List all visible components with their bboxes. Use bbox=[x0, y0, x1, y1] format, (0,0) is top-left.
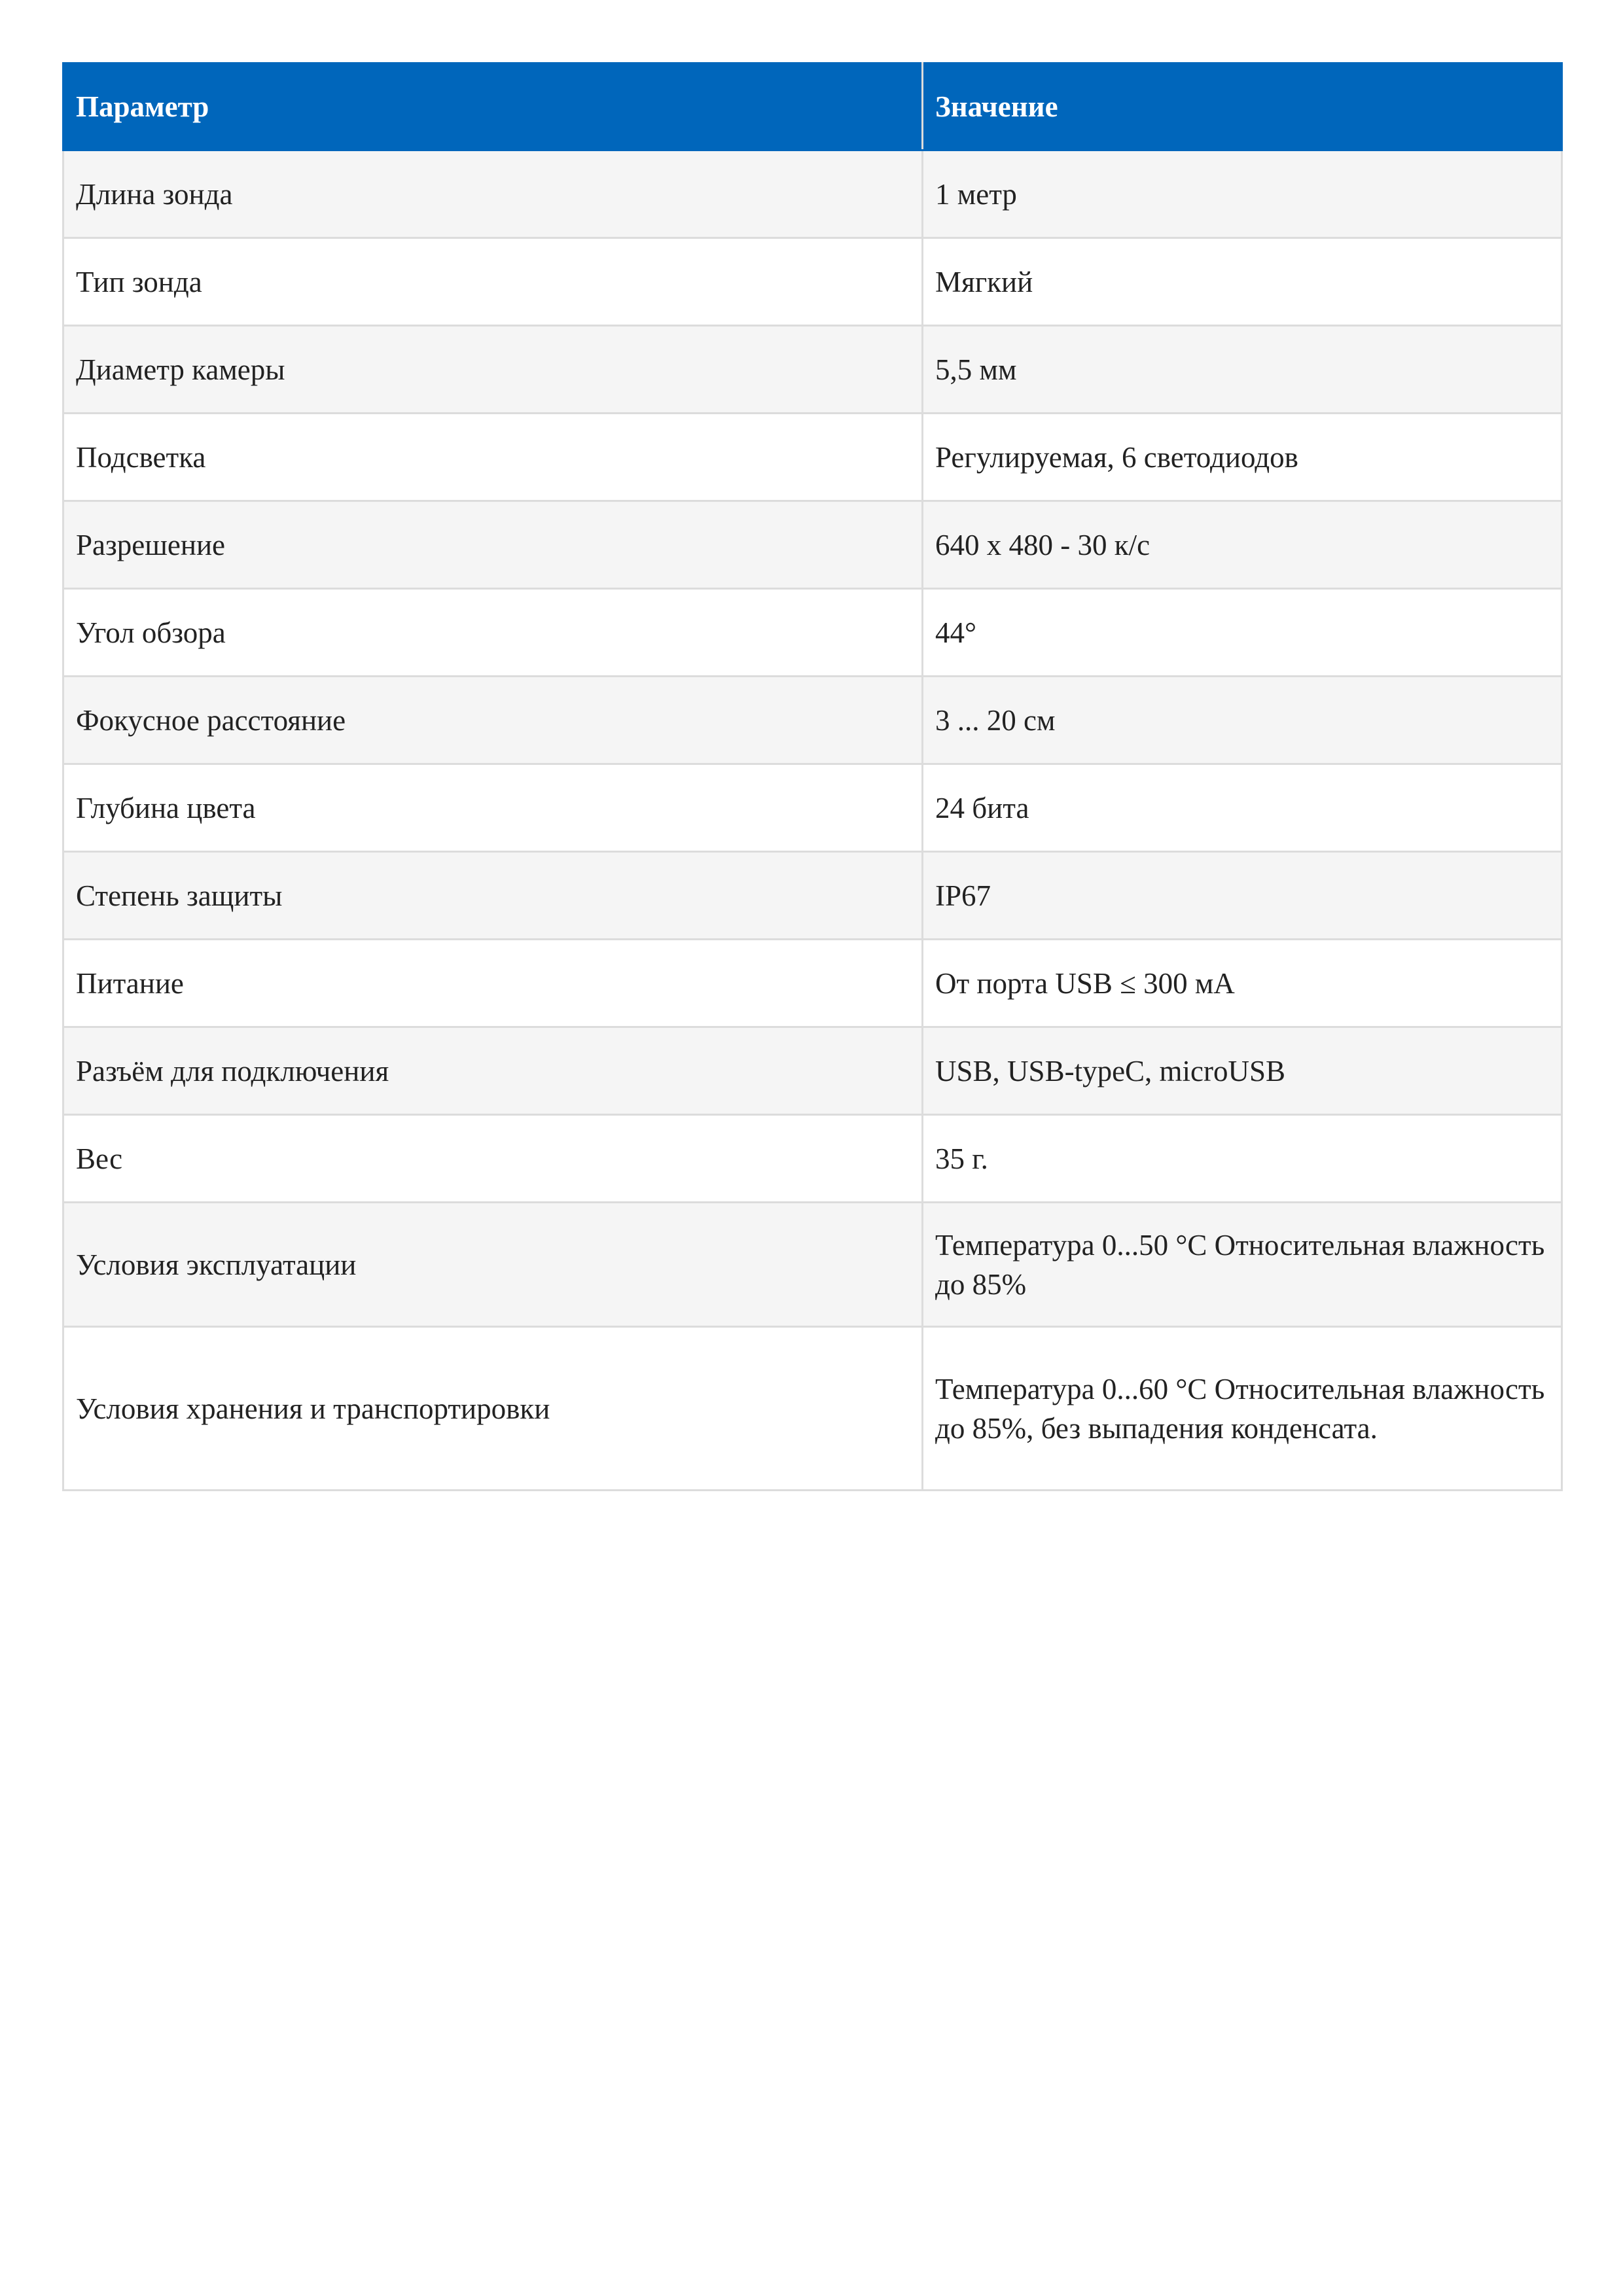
value-cell: Температура 0...60 °С Относительная влажность до 85%, без выпадения конденсата. bbox=[923, 1327, 1562, 1491]
table-row bbox=[63, 1027, 1562, 1115]
value-cell: 44° bbox=[923, 589, 1562, 677]
value-cell: 1 метр bbox=[923, 150, 1562, 238]
table-row bbox=[63, 764, 1562, 852]
table-body bbox=[63, 150, 1562, 1491]
table-row bbox=[63, 150, 1562, 238]
table-header bbox=[63, 63, 1562, 150]
table-row bbox=[63, 414, 1562, 501]
value-cell: 35 г. bbox=[923, 1115, 1562, 1203]
table-row bbox=[63, 1203, 1562, 1327]
param-cell: Длина зонда bbox=[63, 150, 923, 238]
param-cell: Условия хранения и транспортировки bbox=[63, 1327, 923, 1491]
table-row bbox=[63, 940, 1562, 1027]
table-row bbox=[63, 238, 1562, 326]
param-cell: Степень защиты bbox=[63, 852, 923, 940]
value-cell: Регулируемая, 6 светодиодов bbox=[923, 414, 1562, 501]
value-cell: USB, USB-typeC, microUSB bbox=[923, 1027, 1562, 1115]
value-cell: 5,5 мм bbox=[923, 326, 1562, 414]
table-row bbox=[63, 1327, 1562, 1491]
value-cell: Мягкий bbox=[923, 238, 1562, 326]
param-cell: Вес bbox=[63, 1115, 923, 1203]
header-parameter: Параметр bbox=[63, 63, 923, 150]
param-cell: Угол обзора bbox=[63, 589, 923, 677]
header-row bbox=[63, 63, 1562, 150]
value-cell: От порта USB ≤ 300 мА bbox=[923, 940, 1562, 1027]
param-cell: Питание bbox=[63, 940, 923, 1027]
param-cell: Разрешение bbox=[63, 501, 923, 589]
table-row bbox=[63, 326, 1562, 414]
table-row bbox=[63, 852, 1562, 940]
value-cell: 3 ... 20 см bbox=[923, 677, 1562, 764]
param-cell: Диаметр камеры bbox=[63, 326, 923, 414]
value-cell: 640 х 480 - 30 к/с bbox=[923, 501, 1562, 589]
value-cell: 24 бита bbox=[923, 764, 1562, 852]
param-cell: Глубина цвета bbox=[63, 764, 923, 852]
value-cell: Температура 0...50 °С Относительная влажность до 85% bbox=[923, 1203, 1562, 1327]
table-row bbox=[63, 589, 1562, 677]
table-row bbox=[63, 501, 1562, 589]
param-cell: Подсветка bbox=[63, 414, 923, 501]
param-cell: Фокусное расстояние bbox=[63, 677, 923, 764]
value-cell: IP67 bbox=[923, 852, 1562, 940]
spec-table bbox=[62, 62, 1563, 1491]
table-row bbox=[63, 1115, 1562, 1203]
param-cell: Условия эксплуатации bbox=[63, 1203, 923, 1327]
table-row bbox=[63, 677, 1562, 764]
header-value: Значение bbox=[923, 63, 1562, 150]
param-cell: Тип зонда bbox=[63, 238, 923, 326]
param-cell: Разъём для подключения bbox=[63, 1027, 923, 1115]
